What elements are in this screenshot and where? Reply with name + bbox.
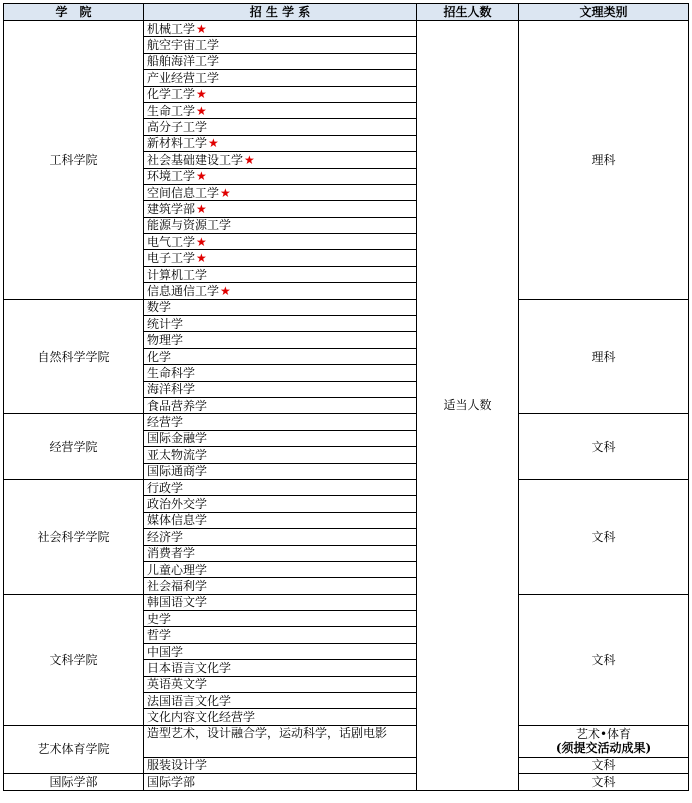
header-quota: 招生人数: [417, 4, 519, 21]
dept-cell: [144, 234, 417, 250]
dept-cell: [144, 611, 417, 627]
dept-name: 信息通信工学: [147, 283, 220, 298]
dept-name: 媒体信息学: [147, 513, 208, 528]
dept-cell: [144, 529, 417, 545]
dept-cell: [144, 693, 417, 709]
dept-cell: [144, 643, 417, 659]
track-cell: [519, 725, 689, 757]
table-row: [4, 414, 689, 430]
dept-cell: [144, 709, 417, 725]
dept-cell: [144, 479, 417, 495]
dept-name: 哲学: [147, 628, 172, 643]
dept-cell: [144, 365, 417, 381]
dept-name: 政治外交学: [147, 497, 208, 512]
star-icon: ★: [196, 103, 207, 118]
dept-name: 食品营养学: [147, 398, 208, 413]
track-note: (须提交活动成果): [555, 741, 652, 756]
dept-name: 环境工学: [147, 169, 196, 184]
college-cell: 自然科学学院: [4, 299, 144, 414]
dept-cell: [144, 381, 417, 397]
dept-cell: [144, 119, 417, 135]
table-row: [4, 725, 689, 757]
dept-cell: [144, 37, 417, 53]
star-icon: ★: [220, 185, 231, 200]
track-cell: 文科: [519, 774, 689, 790]
track-label: 艺术•体育: [575, 727, 632, 742]
track-cell: 理科: [519, 21, 689, 300]
dept-cell: [144, 414, 417, 430]
dept-cell: [144, 299, 417, 315]
dept-name: 高分子工学: [147, 120, 208, 135]
dept-name: 生命工学: [147, 103, 196, 118]
dept-name: 物理学: [147, 333, 184, 348]
star-icon: ★: [244, 152, 255, 167]
dept-cell: [144, 201, 417, 217]
dept-name: 航空宇宙工学: [147, 38, 220, 53]
dept-name: 儿童心理学: [147, 562, 208, 577]
dept-name: 船舶海洋工学: [147, 54, 220, 69]
college-cell: 国际学部: [4, 774, 144, 790]
track-cell: 理科: [519, 299, 689, 414]
dept-name: 化学: [147, 349, 172, 364]
dept-cell: [144, 102, 417, 118]
star-icon: ★: [196, 234, 207, 249]
dept-name: 消费者学: [147, 546, 196, 561]
dept-cell: [144, 135, 417, 151]
star-icon: ★: [208, 136, 219, 151]
dept-cell: [144, 152, 417, 168]
track-cell: 文科: [519, 479, 689, 594]
dept-cell: [144, 86, 417, 102]
table-body: [4, 21, 689, 791]
dept-name: 中国学: [147, 644, 184, 659]
dept-name: 电子工学: [147, 251, 196, 266]
dept-name: 史学: [147, 611, 172, 626]
dept-name: 空间信息工学: [147, 185, 220, 200]
dept-cell: [144, 447, 417, 463]
dept-name: 经营学: [147, 415, 184, 430]
dept-cell: 国际学部: [144, 774, 417, 790]
dept-cell: [144, 545, 417, 561]
star-icon: ★: [220, 283, 231, 298]
header-row: [4, 4, 689, 21]
dept-cell: [144, 217, 417, 233]
dept-cell: [144, 627, 417, 643]
dept-cell: [144, 283, 417, 299]
dept-name: 日本语言文化学: [147, 660, 232, 675]
dept-name: 海洋科学: [147, 382, 196, 397]
dept-name: 电气工学: [147, 234, 196, 249]
dept-name: 行政学: [147, 480, 184, 495]
dept-cell: [144, 430, 417, 446]
dept-name: 机械工学: [147, 21, 196, 36]
dept-name: 建筑学部: [147, 201, 196, 216]
star-icon: ★: [196, 251, 207, 266]
dept-cell: [144, 660, 417, 676]
dept-cell: [144, 561, 417, 577]
star-icon: ★: [196, 87, 207, 102]
dept-cell: [144, 266, 417, 282]
header-dept: 招 生 学 系: [144, 4, 417, 21]
dept-cell: [144, 348, 417, 364]
dept-name: 韩国语文学: [147, 595, 208, 610]
dept-name: 生命科学: [147, 365, 196, 380]
dept-name: 国际金融学: [147, 431, 208, 446]
dept-cell: [144, 184, 417, 200]
track-cell: 文科: [519, 594, 689, 725]
header-track: 文理类别: [519, 4, 689, 21]
star-icon: ★: [196, 201, 207, 216]
dept-cell: [144, 21, 417, 37]
dept-cell: [144, 70, 417, 86]
dept-name: 文化内容文化经营学: [147, 710, 256, 725]
quota-cell: 适当人数: [417, 21, 519, 791]
dept-name: 新材料工学: [147, 136, 208, 151]
enrollment-table: [3, 3, 689, 791]
table-row: [4, 479, 689, 495]
table-row: [4, 21, 689, 37]
dept-cell: 造型艺术，设计融合学，运动科学，话剧电影: [144, 725, 417, 757]
dept-name: 经济学: [147, 529, 184, 544]
college-cell: 社会科学学院: [4, 479, 144, 594]
dept-cell: [144, 594, 417, 610]
dept-cell: [144, 676, 417, 692]
dept-cell: [144, 397, 417, 413]
dept-cell: [144, 250, 417, 266]
dept-name: 国际通商学: [147, 464, 208, 479]
table-row: [4, 774, 689, 790]
dept-cell: [144, 578, 417, 594]
dept-name: 英语英文学: [147, 677, 208, 692]
dept-name: 统计学: [147, 316, 184, 331]
track-cell: 文科: [519, 757, 689, 773]
header-college: 学 院: [4, 4, 144, 21]
dept-name: 能源与资源工学: [147, 218, 232, 233]
dept-cell: [144, 168, 417, 184]
star-icon: ★: [196, 169, 207, 184]
dept-name: 法国语言文化学: [147, 693, 232, 708]
star-icon: ★: [196, 21, 207, 36]
college-cell: 经营学院: [4, 414, 144, 480]
college-cell: 艺术体育学院: [4, 725, 144, 773]
dept-name: 社会福利学: [147, 578, 208, 593]
dept-cell: [144, 496, 417, 512]
college-cell: 工科学院: [4, 21, 144, 300]
dept-name: 亚太物流学: [147, 447, 208, 462]
dept-cell: [144, 512, 417, 528]
table-row: [4, 594, 689, 610]
dept-name: 数学: [147, 300, 172, 315]
dept-name: 产业经营工学: [147, 70, 220, 85]
dept-cell: [144, 316, 417, 332]
dept-cell: 服装设计学: [144, 757, 417, 773]
dept-cell: [144, 332, 417, 348]
dept-name: 社会基础建设工学: [147, 152, 244, 167]
dept-name: 计算机工学: [147, 267, 208, 282]
college-cell: 文科学院: [4, 594, 144, 725]
dept-cell: [144, 53, 417, 69]
table-row: [4, 299, 689, 315]
dept-name: 化学工学: [147, 87, 196, 102]
track-cell: 文科: [519, 414, 689, 480]
dept-cell: [144, 463, 417, 479]
